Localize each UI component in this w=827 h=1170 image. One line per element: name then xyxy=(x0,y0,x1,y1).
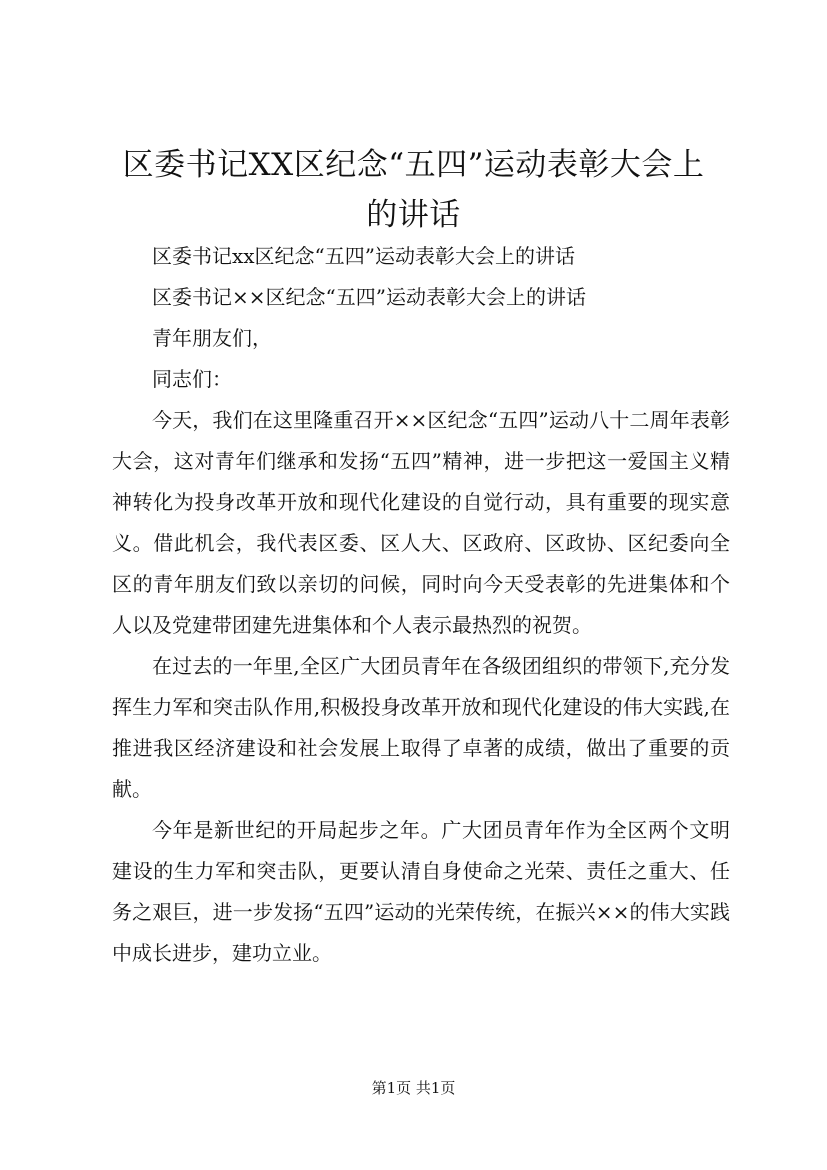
paragraph-body-1: 今天，我们在这里隆重召开××区纪念“五四”运动八十二周年表彰大会，这对青年们继承和发扬“五四”精神，进一步把这一爱国主义精神转化为投身改革开放和现代化建设的自觉行动，具有重要的现实意义。借此机会，我代表区委、区人大、区政府、区政协、区纪委向全区的青年朋友们致以亲切的问候，同时向今天受表彰的先进集体和个人以及党建带团建先进集体和个人表示最热烈的祝贺。 xyxy=(112,408,730,637)
paragraph-subtitle-1: 区委书记xx区纪念“五四”运动表彰大会上的讲话 xyxy=(152,244,576,268)
paragraph-salutation-1: 青年朋友们， xyxy=(152,326,272,350)
paragraph-salutation-2: 同志们： xyxy=(152,367,232,391)
title-line-1: 区委书记XX区纪念“五四”运动表彰大会上 xyxy=(122,147,705,183)
title-line-2: 的讲话 xyxy=(366,197,461,233)
paragraph-subtitle-2: 区委书记××区纪念“五四”运动表彰大会上的讲话 xyxy=(152,285,586,309)
document-title xyxy=(100,140,727,240)
page-footer: 第1页 共1页 xyxy=(371,1079,456,1097)
paragraph-body-3: 今年是新世纪的开局起步之年。广大团员青年作为全区两个文明建设的生力军和突击队，更要认清自身使命之光荣、责任之重大、任务之艰巨，进一步发扬“五四”运动的光荣传统，在振兴××的伟大实践中成长进步，建功立业。 xyxy=(112,818,730,965)
document-body xyxy=(112,236,730,974)
paragraph-body-2: 在过去的一年里,全区广大团员青年在各级团组织的带领下,充分发挥生力军和突击队作用,积极投身改革开放和现代化建设的伟大实践,在推进我区经济建设和社会发展上取得了卓著的成绩，做出了重要的贡献。 xyxy=(112,654,730,801)
